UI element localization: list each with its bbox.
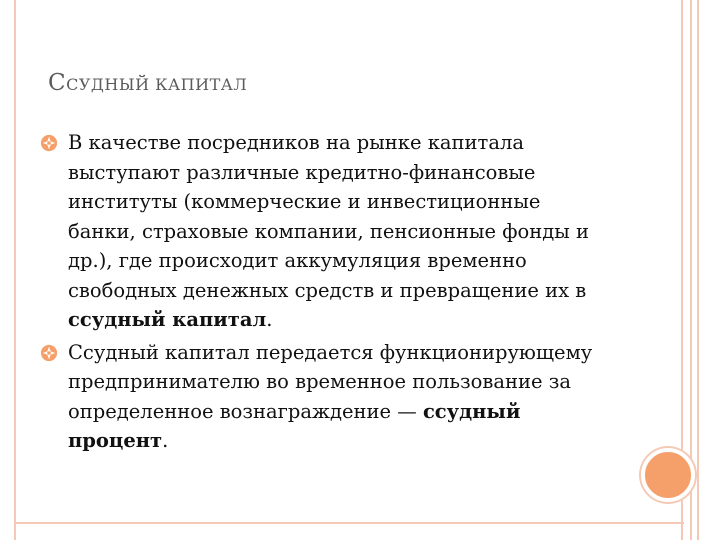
title-first-letter: С (48, 70, 67, 96)
bullet-2-after: . (162, 429, 169, 452)
accent-circle (641, 448, 695, 502)
bullet-1-text: В качестве посредников на рынке капитала выступают различные кредитно-финансовые институты (коммерческие и инвестиционные банки, страховые компании, пенсионные фонды и др.), где происходит аккумуляция временно свободных денежных средств и превращение их в (68, 131, 590, 302)
bullet-item-2 (40, 338, 600, 456)
title-rest: СУДНЫЙ КАПИТАЛ (66, 75, 248, 94)
bullet-2-text: Ссудный капитал передается функционирующему предпринимателю во временное пользование за определенное вознаграждение — (68, 340, 593, 423)
flower-bullet-icon (40, 134, 58, 152)
flower-bullet-icon (40, 344, 58, 362)
frame-line-left (14, 0, 16, 540)
bullet-1-bold: ссудный капитал (68, 308, 267, 331)
bullet-2-bold: ссудный процент (68, 399, 521, 452)
bullet-1-after: . (266, 308, 273, 331)
bullet-item-1 (40, 128, 600, 335)
slide-title (48, 70, 247, 96)
frame-line-right-3 (697, 0, 699, 540)
frame-line-bottom (14, 522, 684, 524)
slide-content (40, 128, 600, 459)
